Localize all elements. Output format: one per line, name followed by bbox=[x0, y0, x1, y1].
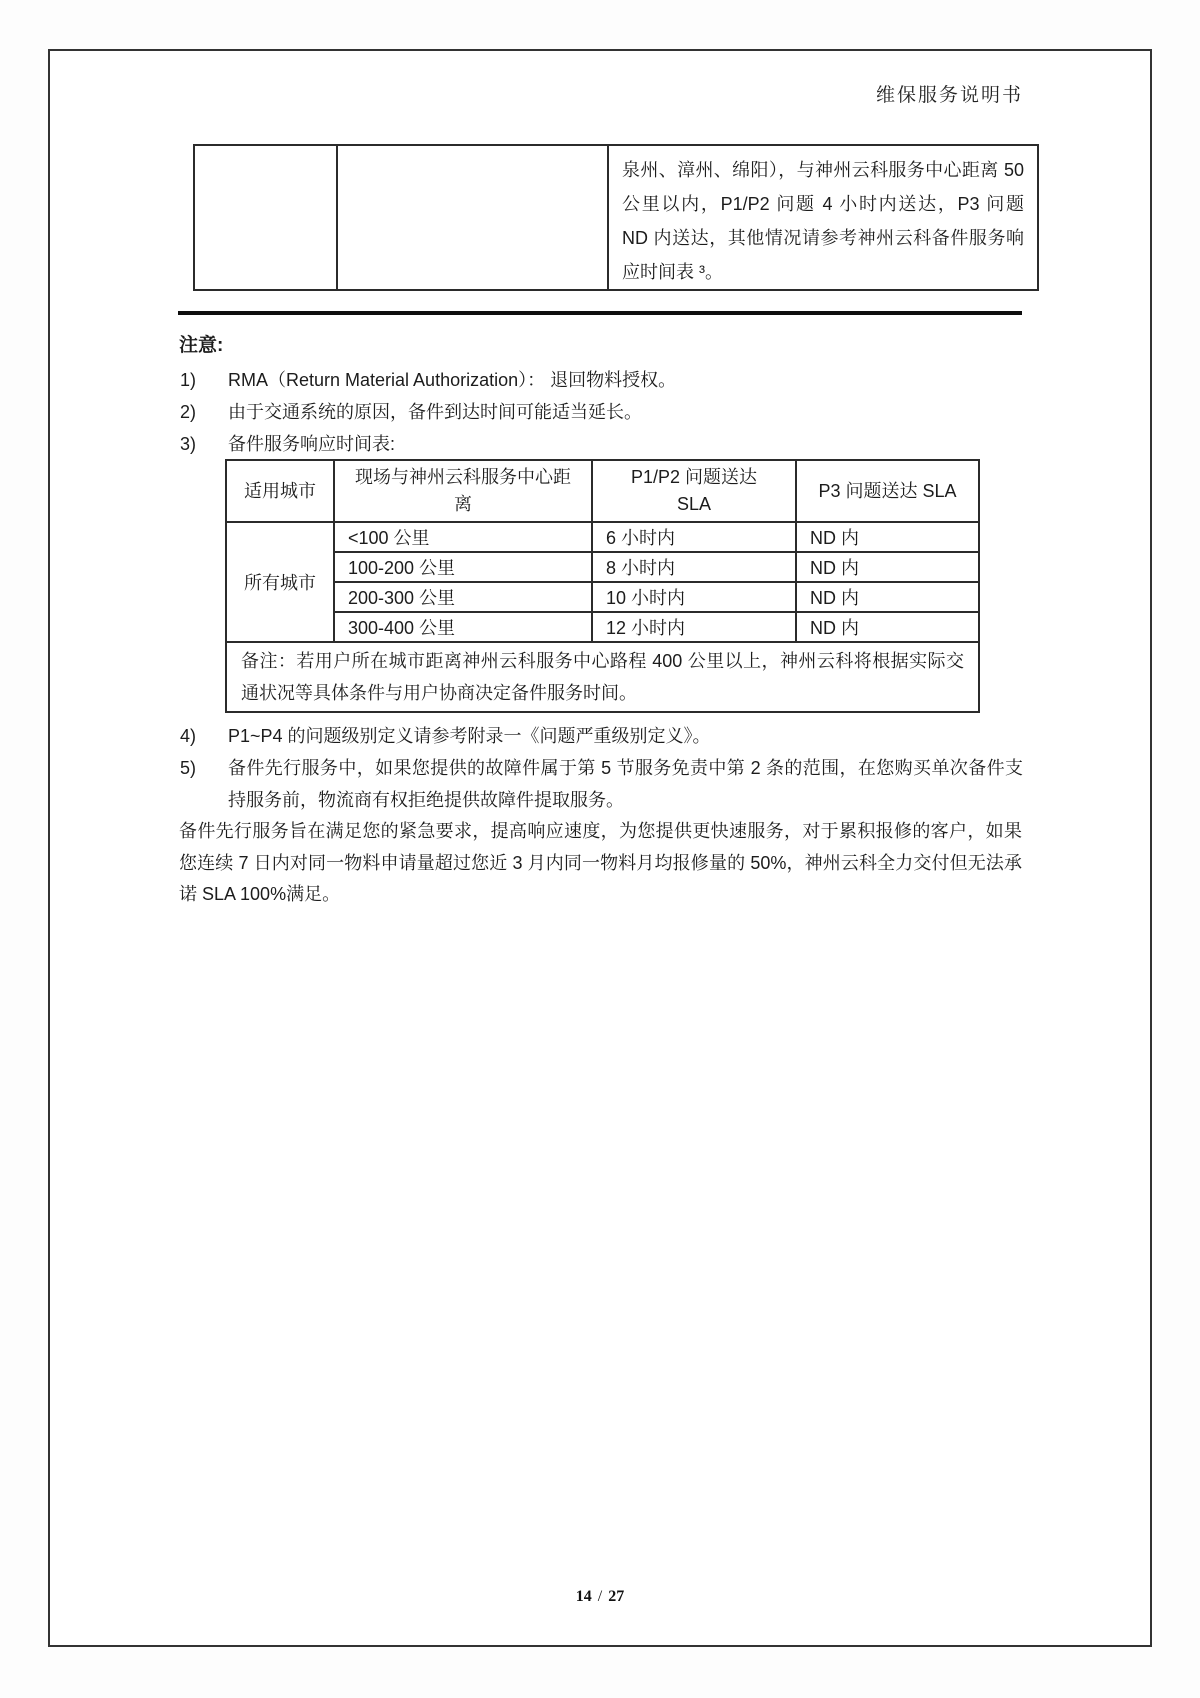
table-row bbox=[226, 552, 979, 582]
note-text: P1~P4 的问题级别定义请参考附录一《问题严重级别定义》。 bbox=[228, 726, 711, 746]
p12-sla-cell: 12 小时内 bbox=[592, 612, 796, 642]
distance-cell: 100-200 公里 bbox=[334, 552, 592, 582]
list-marker: 2) bbox=[180, 402, 197, 422]
distance-cell: 200-300 公里 bbox=[334, 582, 592, 612]
p3-sla-cell: ND 内 bbox=[796, 552, 979, 582]
p3-sla-cell: ND 内 bbox=[796, 612, 979, 642]
table-header-row bbox=[226, 460, 979, 522]
sla-response-time-table bbox=[225, 459, 980, 713]
page-footer bbox=[0, 1588, 1200, 1606]
empty-cell bbox=[337, 145, 608, 290]
header-applicable-cities: 适用城市 bbox=[226, 460, 334, 522]
header-p12-sla: P1/P2 问题送达 SLA bbox=[592, 460, 796, 522]
note-text: 由于交通系统的原因，备件到达时间可能适当延长。 bbox=[228, 402, 642, 422]
list-marker: 1) bbox=[180, 370, 197, 390]
header-distance: 现场与神州云科服务中心距离 bbox=[334, 460, 592, 522]
list-marker: 5) bbox=[180, 758, 197, 778]
closing-paragraph: 备件先行服务旨在满足您的紧急要求，提高响应速度，为您提供更快速服务，对于累积报修的客户，如果您连续 7 日内对同一物料申请量超过您近 3 月内同一物料月均报修量的 50%，神州云科全力交付但无法承诺 SLA 100%满足。 bbox=[179, 821, 1022, 904]
page-number-current: 14 bbox=[575, 1588, 592, 1605]
list-marker: 3) bbox=[180, 434, 197, 454]
list-marker: 4) bbox=[180, 726, 197, 746]
p12-sla-cell: 8 小时内 bbox=[592, 552, 796, 582]
table-row bbox=[226, 582, 979, 612]
city-group-cell: 所有城市 bbox=[226, 522, 334, 642]
note-item-5 bbox=[180, 752, 1023, 816]
page-header-title: 维保服务说明书 bbox=[875, 85, 1023, 106]
p3-sla-cell: ND 内 bbox=[796, 522, 979, 552]
note-text: RMA（Return Material Authorization）： 退回物料授权。 bbox=[228, 370, 677, 390]
note-item-4 bbox=[180, 720, 1023, 752]
remark-cell: 备注：若用户所在城市距离神州云科服务中心路程 400 公里以上，神州云科将根据实际交通状况等具体条件与用户协商决定备件服务时间。 bbox=[226, 642, 979, 712]
distance-cell: 300-400 公里 bbox=[334, 612, 592, 642]
table-row bbox=[226, 522, 979, 552]
p12-sla-cell: 10 小时内 bbox=[592, 582, 796, 612]
p12-sla-cell: 6 小时内 bbox=[592, 522, 796, 552]
table-row bbox=[194, 145, 1038, 290]
p3-sla-cell: ND 内 bbox=[796, 582, 979, 612]
note-text: 备件服务响应时间表: bbox=[228, 434, 396, 454]
note-item-3 bbox=[180, 428, 1023, 460]
table-row bbox=[226, 612, 979, 642]
header-p3-sla: P3 问题送达 SLA bbox=[796, 460, 979, 522]
section-divider-rule bbox=[178, 311, 1022, 315]
spare-parts-delivery-table bbox=[193, 144, 1039, 291]
page-number-separator: / bbox=[597, 1588, 603, 1605]
note-text: 备件先行服务中，如果您提供的故障件属于第 5 节服务免责中第 2 条的范围，在您购买单次备件支持服务前，物流商有权拒绝提供故障件提取服务。 bbox=[228, 758, 1023, 810]
notice-heading: 注意: bbox=[179, 335, 224, 356]
note-item-1 bbox=[180, 364, 1023, 396]
page-number-total: 27 bbox=[608, 1588, 625, 1605]
delivery-note-cell: 泉州、漳州、绵阳），与神州云科服务中心距离 50 公里以内，P1/P2 问题 4 小时内送达，P3 问题 ND 内送达，其他情况请参考神州云科备件服务响应时间表 ³。 bbox=[608, 145, 1038, 290]
table-remark-row bbox=[226, 642, 979, 712]
note-item-2 bbox=[180, 396, 1023, 428]
distance-cell: <100 公里 bbox=[334, 522, 592, 552]
empty-cell bbox=[194, 145, 337, 290]
